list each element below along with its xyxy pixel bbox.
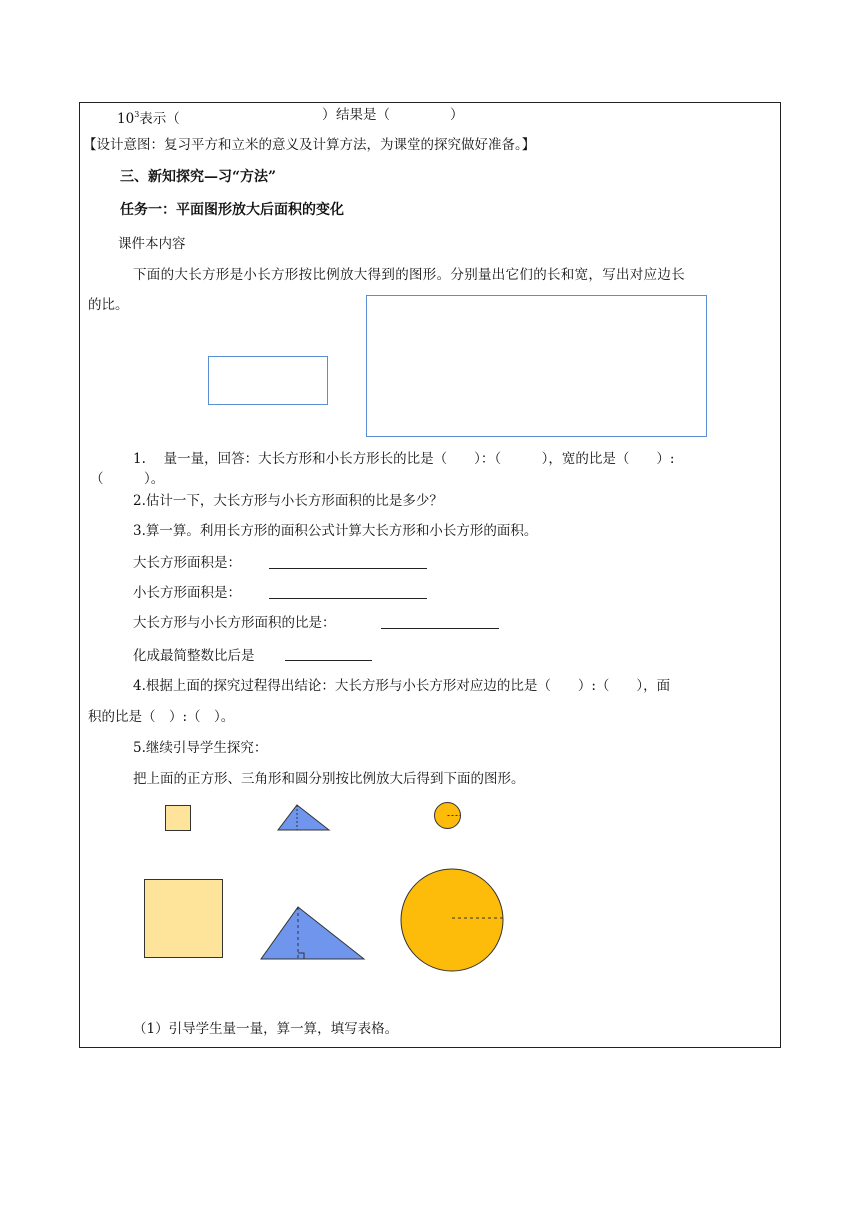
question-3: 3.算一算。利用长方形的面积公式计算大长方形和小长方形的面积。 bbox=[133, 523, 538, 539]
big-rectangle bbox=[366, 295, 707, 437]
simplest-ratio-label: 化成最简整数比后是 bbox=[133, 648, 255, 664]
small-triangle bbox=[277, 803, 331, 831]
power-base: 10 bbox=[117, 111, 135, 127]
section-title: 三、新知探究—习“方法” bbox=[120, 169, 277, 185]
prev-close-paren: ） bbox=[322, 107, 336, 123]
design-intent: 【设计意图：复习平方和立米的意义及计算方法，为课堂的探究做好准备。】 bbox=[83, 137, 536, 153]
small-square bbox=[165, 805, 191, 831]
question-1-line-2: （ ）。 bbox=[90, 471, 165, 487]
question-4-line-1: 4.根据上面的探究过程得出结论：大长方形与小长方形对应边的比是（ ）:（ ），面 bbox=[133, 678, 671, 694]
result-label: 结果是（ bbox=[336, 107, 390, 123]
large-square bbox=[144, 879, 224, 959]
small-rectangle bbox=[208, 356, 328, 405]
small-circle bbox=[433, 801, 463, 831]
enlarge-text: 把上面的正方形、三角形和圆分别按比例放大后得到下面的图形。 bbox=[133, 771, 525, 787]
represents-label: 表示（ bbox=[139, 111, 180, 127]
big-area-blank[interactable] bbox=[269, 556, 427, 569]
question-5: 5.继续引导学生探究： bbox=[133, 740, 268, 756]
result-close-paren: ） bbox=[450, 107, 464, 123]
task-title: 任务一：平面图形放大后面积的变化 bbox=[120, 202, 344, 218]
simplest-ratio-blank[interactable] bbox=[285, 648, 372, 661]
area-ratio-label: 大长方形与小长方形面积的比是： bbox=[133, 615, 336, 631]
guide-text: （1）引导学生量一量，算一算，填写表格。 bbox=[133, 1021, 399, 1037]
small-area-blank[interactable] bbox=[269, 586, 427, 599]
intro-line-1: 下面的大长方形是小长方形按比例放大得到的图形。分别量出它们的长和宽，写出对应边长 bbox=[133, 267, 685, 283]
question-1-line-1: 1. 量一量，回答：大长方形和小长方形长的比是（ ）：（ ），宽的比是（ ）: bbox=[133, 451, 675, 467]
small-area-label: 小长方形面积是： bbox=[133, 585, 241, 601]
intro-line-2: 的比。 bbox=[88, 297, 129, 313]
large-circle bbox=[399, 868, 505, 974]
question-2: 2.估计一下，大长方形与小长方形面积的比是多少？ bbox=[133, 493, 443, 509]
prev-line bbox=[117, 106, 180, 128]
big-area-label: 大长方形面积是： bbox=[133, 555, 241, 571]
question-4-line-2: 积的比是（ ）:（ ）。 bbox=[88, 709, 235, 725]
area-ratio-blank[interactable] bbox=[381, 616, 499, 629]
courseware-label: 课件本内容 bbox=[118, 236, 186, 252]
power-exponent: 3 bbox=[134, 110, 140, 119]
large-triangle bbox=[260, 905, 366, 961]
